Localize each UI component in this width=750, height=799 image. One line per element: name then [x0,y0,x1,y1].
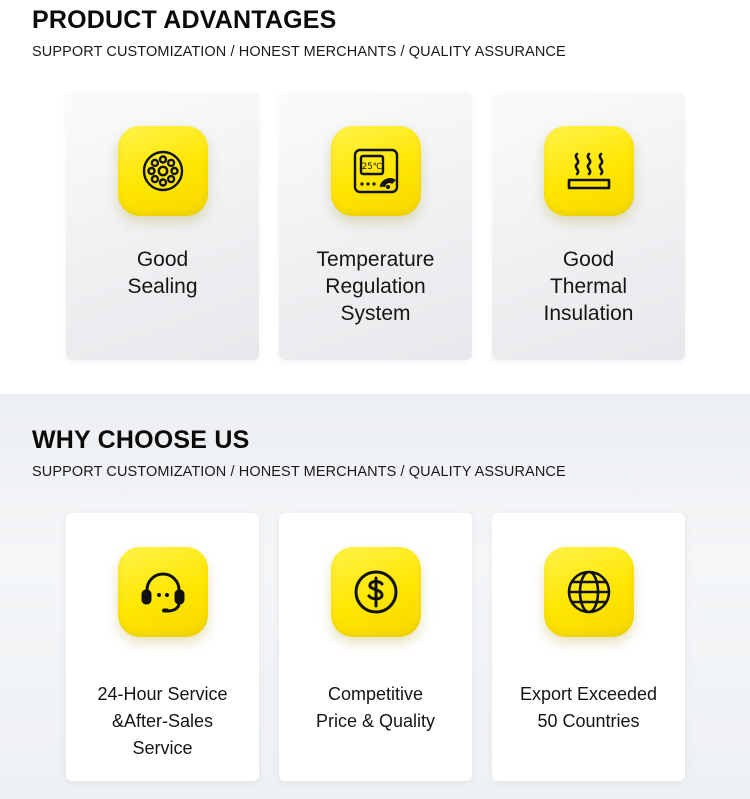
heat-insulation-icon [544,126,634,216]
reason-label: Competitive Price & Quality [315,684,436,731]
section-title: PRODUCT ADVANTAGES [32,6,337,34]
seal-ring-icon [118,126,208,216]
advantage-card-sealing [66,92,259,360]
dollar-icon [331,547,421,637]
section-subtitle: SUPPORT CUSTOMIZATION / HONEST MERCHANTS / QUALITY ASSURANCE [32,464,566,480]
thermostat-reading: 25℃ [361,162,382,172]
section-title: WHY CHOOSE US [32,426,250,454]
globe-icon [544,547,634,637]
headset-icon [118,547,208,637]
reason-label: Export Exceeded 50 Countries [519,684,658,731]
advantage-card-temperature [279,92,472,360]
advantage-card-insulation [492,92,685,360]
reason-card-service [66,513,259,781]
thermostat-icon [331,126,421,216]
reason-card-price [279,513,472,781]
reason-label: 24-Hour Service &After-Sales Service [97,684,228,758]
advantage-label: Good Sealing [127,248,198,298]
advantage-label: Temperature Regulation System [316,248,435,325]
reason-card-export [492,513,685,781]
section-subtitle: SUPPORT CUSTOMIZATION / HONEST MERCHANTS / QUALITY ASSURANCE [32,44,566,60]
product-advantages-section [0,0,750,394]
why-choose-us-section [0,394,750,799]
advantage-label: Good Thermal Insulation [543,248,634,325]
